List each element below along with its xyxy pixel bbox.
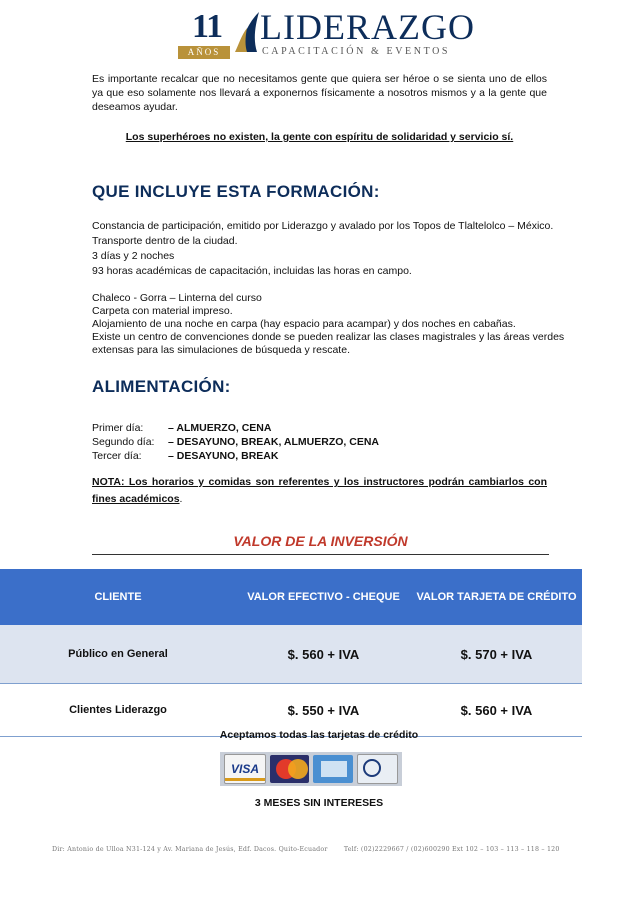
cards-accepted-text: Aceptamos todas las tarjetas de crédito bbox=[219, 729, 419, 741]
company-logo bbox=[178, 7, 475, 60]
meal-list: – DESAYUNO, BREAK, ALMUERZO, CENA bbox=[168, 436, 379, 448]
logo-wordmark: LIDERAZGO bbox=[260, 7, 475, 47]
list-item: extensas para las simulaciones de búsqueda y rescate. bbox=[92, 344, 350, 356]
meal-schedule bbox=[92, 421, 379, 463]
footer-address: Dir: Antonio de Ulloa N31-124 y Av. Mariana de Jesús, Edf. Dacos. Quito-Ecuador bbox=[52, 846, 328, 853]
visa-card-icon: VISA bbox=[224, 754, 266, 784]
pricing-table bbox=[0, 569, 582, 737]
diners-club-icon bbox=[357, 754, 399, 784]
page-footer bbox=[52, 846, 592, 853]
logo-anniversary-number: 11 bbox=[192, 8, 223, 45]
list-item: 3 días y 2 noches bbox=[92, 250, 175, 262]
table-row bbox=[0, 625, 582, 684]
intro-paragraph: Es importante recalcar que no necesitamos gente que quiera ser héroe o se sienta uno de ellos ya que eso solamente nos llevará a exponernos físicamente a nosotros mismos y a la gente que deseamos ayudar. bbox=[92, 73, 547, 113]
footer-phone: Telf: (02)2229667 / (02)600290 Ext 102 – 103 – 113 – 118 – 120 bbox=[343, 846, 560, 853]
table-header bbox=[0, 569, 582, 625]
food-note-text: NOTA: Los horarios y comidas son referentes y los instructores podrán cambiarlos con fines académicos bbox=[92, 476, 547, 505]
list-item: Chaleco - Gorra – Linterna del curso bbox=[92, 292, 262, 304]
sail-icon bbox=[233, 10, 263, 54]
list-item: Transporte dentro de la ciudad. bbox=[92, 235, 238, 247]
logo-years-badge: AÑOS bbox=[178, 46, 230, 59]
divider bbox=[92, 554, 549, 555]
meal-row bbox=[92, 449, 379, 463]
list-item: Carpeta con material impreso. bbox=[92, 305, 233, 317]
list-item: Alojamiento de una noche en carpa (hay espacio para acampar) y dos noches en cabañas. bbox=[92, 318, 516, 330]
investment-title: VALOR DE LA INVERSIÓN bbox=[233, 533, 408, 549]
intro-emphasis: Los superhéroes no existen, la gente con espíritu de solidaridad y servicio sí. bbox=[125, 131, 514, 143]
client-cell: Público en General bbox=[68, 648, 168, 660]
card-price-cell: $. 570 + IVA bbox=[460, 646, 533, 662]
food-note bbox=[92, 474, 547, 508]
list-item: Existe un centro de convenciones donde se pueden realizar las clases magistrales y las áreas verdes bbox=[92, 331, 565, 343]
column-header: VALOR TARJETA DE CRÉDITO bbox=[416, 591, 577, 603]
food-note-end: . bbox=[179, 493, 183, 505]
column-header: CLIENTE bbox=[94, 591, 142, 603]
meal-row bbox=[92, 421, 379, 435]
amex-card-icon bbox=[313, 755, 353, 783]
meal-day: Tercer día: bbox=[92, 450, 142, 462]
list-item: Constancia de participación, emitido por Liderazgo y avalado por los Topos de Tlaltelolco – México. bbox=[92, 220, 554, 232]
includes-heading: QUE INCLUYE ESTA FORMACIÓN: bbox=[92, 182, 380, 201]
client-cell: Clientes Liderazgo bbox=[69, 704, 167, 716]
card-price-cell: $. 560 + IVA bbox=[460, 702, 533, 718]
meal-list: – ALMUERZO, CENA bbox=[168, 422, 272, 434]
meal-list: – DESAYUNO, BREAK bbox=[168, 450, 279, 462]
food-heading: ALIMENTACIÓN: bbox=[92, 377, 231, 396]
cash-price-cell: $. 560 + IVA bbox=[287, 646, 360, 662]
meal-day: Segundo día: bbox=[92, 436, 155, 448]
logo-tagline: CAPACITACIÓN & EVENTOS bbox=[262, 46, 451, 57]
list-item: 93 horas académicas de capacitación, incluidas las horas en campo. bbox=[92, 265, 412, 277]
meal-day: Primer día: bbox=[92, 422, 144, 434]
includes-list-a bbox=[92, 219, 562, 279]
credit-cards-image bbox=[220, 752, 402, 786]
installments-text: 3 MESES SIN INTERESES bbox=[254, 797, 384, 809]
includes-list-b bbox=[92, 292, 565, 357]
column-header: VALOR EFECTIVO - CHEQUE bbox=[247, 591, 400, 603]
mastercard-icon bbox=[270, 755, 310, 783]
meal-row bbox=[92, 435, 379, 449]
cash-price-cell: $. 550 + IVA bbox=[287, 702, 360, 718]
